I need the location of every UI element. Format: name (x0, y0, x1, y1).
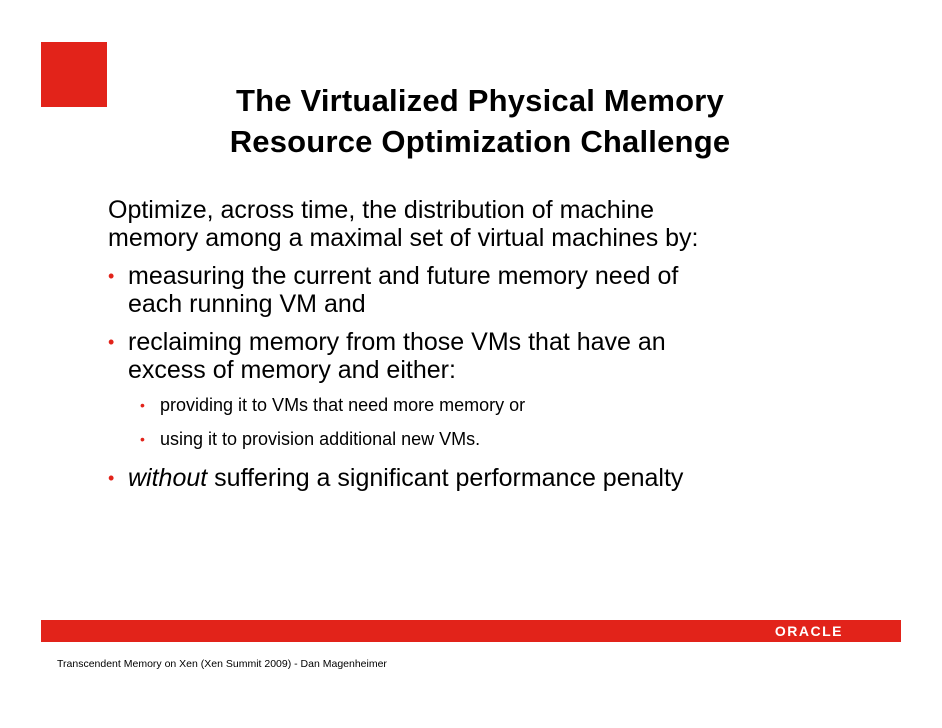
sub-bullet-icon: • (140, 431, 145, 447)
slide-title (100, 80, 860, 162)
bullet-icon: • (108, 332, 115, 352)
bullet-text-line: each running VM and (128, 290, 366, 318)
bullet-text-line: reclaiming memory from those VMs that have an (128, 328, 666, 356)
sub-bullet-text: using it to provision additional new VMs. (160, 429, 481, 449)
bullet-text-line: excess of memory and either: (128, 356, 456, 384)
title-line-1: The Virtualized Physical Memory (235, 83, 725, 118)
bullet-item (108, 262, 828, 318)
bullet-item (108, 464, 828, 492)
bullet-text: suffering a significant performance penalty (207, 464, 684, 492)
footer-text: Transcendent Memory on Xen (Xen Summit 2009) - Dan Magenheimer (57, 658, 387, 670)
bullet-item (108, 328, 828, 384)
sub-bullet-icon: • (140, 397, 145, 413)
intro-line-2: memory among a maximal set of virtual machines by: (108, 224, 699, 252)
emphasis-text: without (128, 464, 208, 492)
red-accent-square (41, 42, 107, 107)
sub-bullet-item (108, 394, 828, 416)
bullet-icon: • (108, 468, 115, 488)
title-line-2: Resource Optimization Challenge (229, 124, 731, 159)
bullet-text-line: measuring the current and future memory need of (128, 262, 679, 290)
oracle-logo: ORACLE (774, 623, 843, 639)
slide-body (108, 196, 828, 502)
sub-bullet-item (108, 428, 828, 450)
intro-paragraph (108, 196, 828, 252)
intro-line-1: Optimize, across time, the distribution of machine (108, 196, 655, 224)
sub-bullet-text: providing it to VMs that need more memory or (160, 395, 526, 415)
footer-brand-bar (41, 620, 901, 642)
bullet-icon: • (108, 266, 115, 286)
